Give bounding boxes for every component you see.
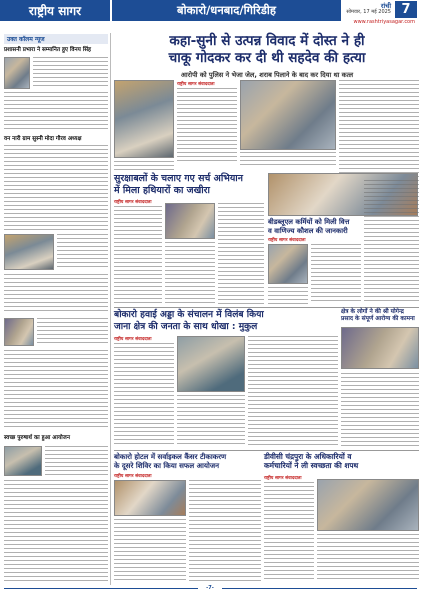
oath-headline-line1: डीवीसी चंद्रपुरा के अधिकारियों व: [264, 452, 352, 461]
main-story-photo-left: [114, 80, 174, 158]
airport-headline: [114, 309, 338, 333]
main-byline: राष्ट्रीय सागर संवाददाता: [177, 82, 215, 87]
oath-text-col2: [317, 534, 419, 582]
bank-story-text-col0: [268, 287, 308, 304]
right-small-photo: [341, 327, 419, 369]
left-story2-headline: वन नारी ग्राम सुस्नी मोदा गौरव अध्यक्ष: [4, 136, 82, 142]
left-story2-text: [4, 145, 108, 230]
left-story2-photo: [4, 234, 54, 270]
column-divider: [110, 33, 111, 585]
oath-text-col1: [264, 482, 314, 582]
website-link[interactable]: www.rashtriyasagar.com: [353, 19, 415, 25]
bank-story-headline-line2: व वाणिज्य कौशल की जानकारी: [268, 226, 348, 235]
left-section-label: उक्त कॉलम न्यूज: [4, 34, 108, 44]
masthead: [0, 0, 421, 30]
left-story1-text-cont: [4, 92, 108, 132]
airport-text-col2: [177, 395, 245, 447]
edition-date: सोमवार, 17 मई 2025: [346, 9, 391, 15]
search-operation-headline: [114, 173, 264, 197]
bank-story-headline-line1: बीडब्लूएल कर्मियों को मिली वित्त: [268, 218, 350, 226]
search-operation-text-col2: [165, 242, 215, 304]
main-headline: [114, 33, 420, 67]
left-story4-photo: [4, 446, 42, 476]
left-story2-text-side: [57, 234, 108, 270]
cancer-camp-headline: [114, 452, 261, 470]
main-story-text-col1b: [114, 161, 174, 171]
page-number: 7: [395, 1, 417, 18]
left-story1-portrait: [4, 57, 30, 89]
left-story3-text-side: [37, 318, 108, 346]
main-headline-line1: कहा-सुनी से उत्पन्न विवाद में दोस्त ने ही: [169, 33, 365, 49]
cancer-camp-headline-line2: के दूसरे शिविर का किया सफल आयोजन: [114, 461, 220, 470]
left-story1-text: [33, 57, 108, 89]
right-small-headline-line2: प्रसाद के संपूर्ण आरोग्य की कामना: [341, 316, 415, 323]
section-title: बोकारो/धनबाद/गिरिडीह: [112, 0, 341, 21]
main-subhead: आरोपी को पुलिस ने भेजा जेल, शराब पिलाने के बाद कर दिया था कत्ल: [180, 71, 354, 79]
airport-headline-line1: बोकारो हवाई अड्डा के संचालन में विलंब किया: [114, 310, 264, 320]
cancer-camp-text-col2: [189, 480, 261, 582]
oath-headline: [264, 452, 419, 471]
cancer-camp-text-col1: [114, 519, 186, 582]
search-operation-text-col3: [218, 203, 264, 304]
masthead-info: [341, 0, 421, 30]
bank-story-text-col1: [311, 244, 361, 304]
rule-under-band2: [114, 307, 419, 308]
airport-byline: राष्ट्रीय सागर संवाददाता: [114, 337, 152, 342]
oath-byline: राष्ट्रीय सागर संवाददाता: [264, 476, 302, 481]
airport-text-col3: [248, 336, 338, 447]
oath-photo: [317, 479, 419, 531]
left-story1-headline: प्रशासनी प्रभारा ने सम्मानित हुए विनय सिंह: [4, 47, 92, 53]
right-small-headline-line1: क्षेत्र के लोगों ने की श्री योगेन्द्र: [341, 309, 404, 315]
search-operation-text-col1: [114, 206, 162, 304]
main-story-text-col2: [240, 152, 336, 166]
edition-city: रांची: [380, 2, 391, 10]
airport-photo: [177, 336, 245, 392]
main-story-text-col3: [339, 80, 419, 180]
left-story3-text: [4, 350, 108, 430]
left-story2-text-cont: [4, 274, 108, 314]
search-operation-headline-line1: सुरक्षाबलों के चलाए गए सर्च अभियान: [114, 173, 243, 184]
airport-text-col1: [114, 343, 174, 447]
left-story4-text: [4, 480, 108, 582]
search-operation-photo: [165, 203, 215, 239]
cancer-camp-photo: [114, 480, 186, 516]
left-story4-text-side: [45, 446, 108, 476]
airport-headline-line2: जाना क्षेत्र की जनता के साथ धोखा : मुकुल: [114, 322, 258, 332]
left-story4-headline: स्वच्छ पुरुषार्थ का हुआ आयोजन: [4, 435, 70, 441]
cancer-camp-headline-line1: बोकारो होटल में सर्वाइकल कैंसर टीकाकरण: [114, 452, 227, 461]
bank-story-photo-small: [268, 244, 308, 284]
right-small-text: [341, 373, 419, 447]
right-small-headline: [341, 309, 419, 324]
main-story-photo-center: [240, 80, 336, 150]
search-operation-byline: राष्ट्रीय सागर संवाददाता: [114, 200, 152, 205]
oath-headline-line2: कर्मचारियों ने ली स्वच्छता की शपथ: [264, 461, 359, 471]
left-story3-photo: [4, 318, 34, 346]
search-operation-headline-line2: में मिला हथियारों का जखीरा: [114, 185, 210, 196]
footer-page-number: -7-: [198, 585, 222, 591]
main-headline-line2: चाकू गोदकर कर दी थी सहदेव की हत्या: [168, 50, 366, 66]
bank-story-text-col2: [364, 180, 419, 304]
main-story-text-col1: [177, 88, 237, 162]
rule-under-band3: [114, 450, 419, 451]
bank-story-byline: राष्ट्रीय सागर संवाददाता: [268, 238, 306, 243]
cancer-camp-byline: राष्ट्रीय सागर संवाददाता: [114, 474, 152, 479]
newspaper-brand: राष्ट्रीय सागर: [0, 0, 110, 21]
